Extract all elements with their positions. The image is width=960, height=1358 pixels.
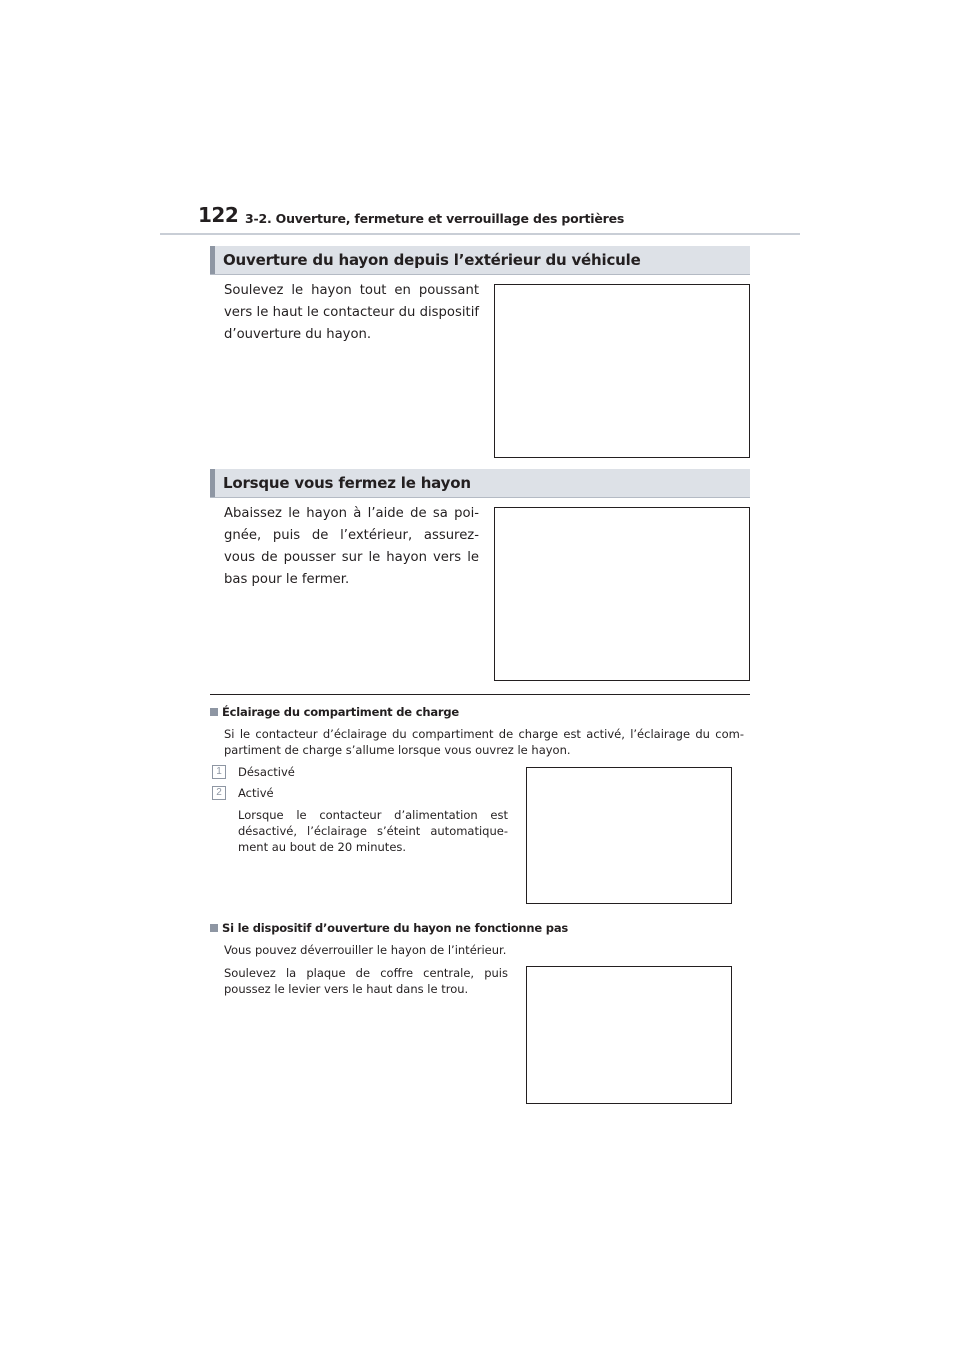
number-2-icon: 2 <box>212 786 226 800</box>
closing-illustration <box>494 507 750 681</box>
section-title: Lorsque vous fermez le hayon <box>223 474 471 492</box>
section-heading-closing <box>210 469 750 498</box>
backdoor-lever-illustration <box>526 966 732 1104</box>
cargo-light-switch-illustration <box>526 767 732 904</box>
backdoor-opener-instructions: Soulevez la plaque de coffre centrale, puis poussez le levier vers le haut dans le trou. <box>224 966 508 996</box>
closing-instructions: Abaissez le hayon à l’aide de sa poi-gnée, puis de l’extérieur, assurez-vous de pousser sur le hayon vers le bas pour le fermer. <box>224 506 479 587</box>
cargo-light-description: Si le contacteur d’éclairage du compartiment de charge est activé, l’éclairage du com-partiment de charge s’allume lorsque vous ouvrez le hayon. <box>224 727 744 757</box>
opening-illustration <box>494 284 750 458</box>
option-off-label: Désactivé <box>238 765 295 779</box>
note-title-cargo-light: Éclairage du compartiment de charge <box>210 705 459 719</box>
backdoor-opener-intro: Vous pouvez déverrouiller le hayon de l’intérieur. <box>224 943 507 957</box>
option-on-label: Activé <box>238 786 274 800</box>
opening-instructions: Soulevez le hayon tout en poussant vers le haut le contacteur du dispositif d’ouverture du hayon. <box>224 283 479 342</box>
section-accent <box>210 469 215 497</box>
chapter-title: 3-2. Ouverture, fermeture et verrouillage des portières <box>245 211 625 226</box>
note-title-backdoor-opener: Si le dispositif d’ouverture du hayon ne fonctionne pas <box>210 921 568 935</box>
section-accent <box>210 246 215 274</box>
header-rule <box>160 233 800 235</box>
page-number: 122 <box>198 203 239 227</box>
option-on-detail: Lorsque le contacteur d’alimentation est désactivé, l’éclairage s’éteint automatique-ment au bout de 20 minutes. <box>238 808 508 854</box>
square-bullet-icon <box>210 708 218 716</box>
section-heading-opening <box>210 246 750 275</box>
section-title: Ouverture du hayon depuis l’extérieur du véhicule <box>223 251 641 269</box>
square-bullet-icon <box>210 924 218 932</box>
divider <box>210 694 750 695</box>
number-1-icon: 1 <box>212 765 226 779</box>
